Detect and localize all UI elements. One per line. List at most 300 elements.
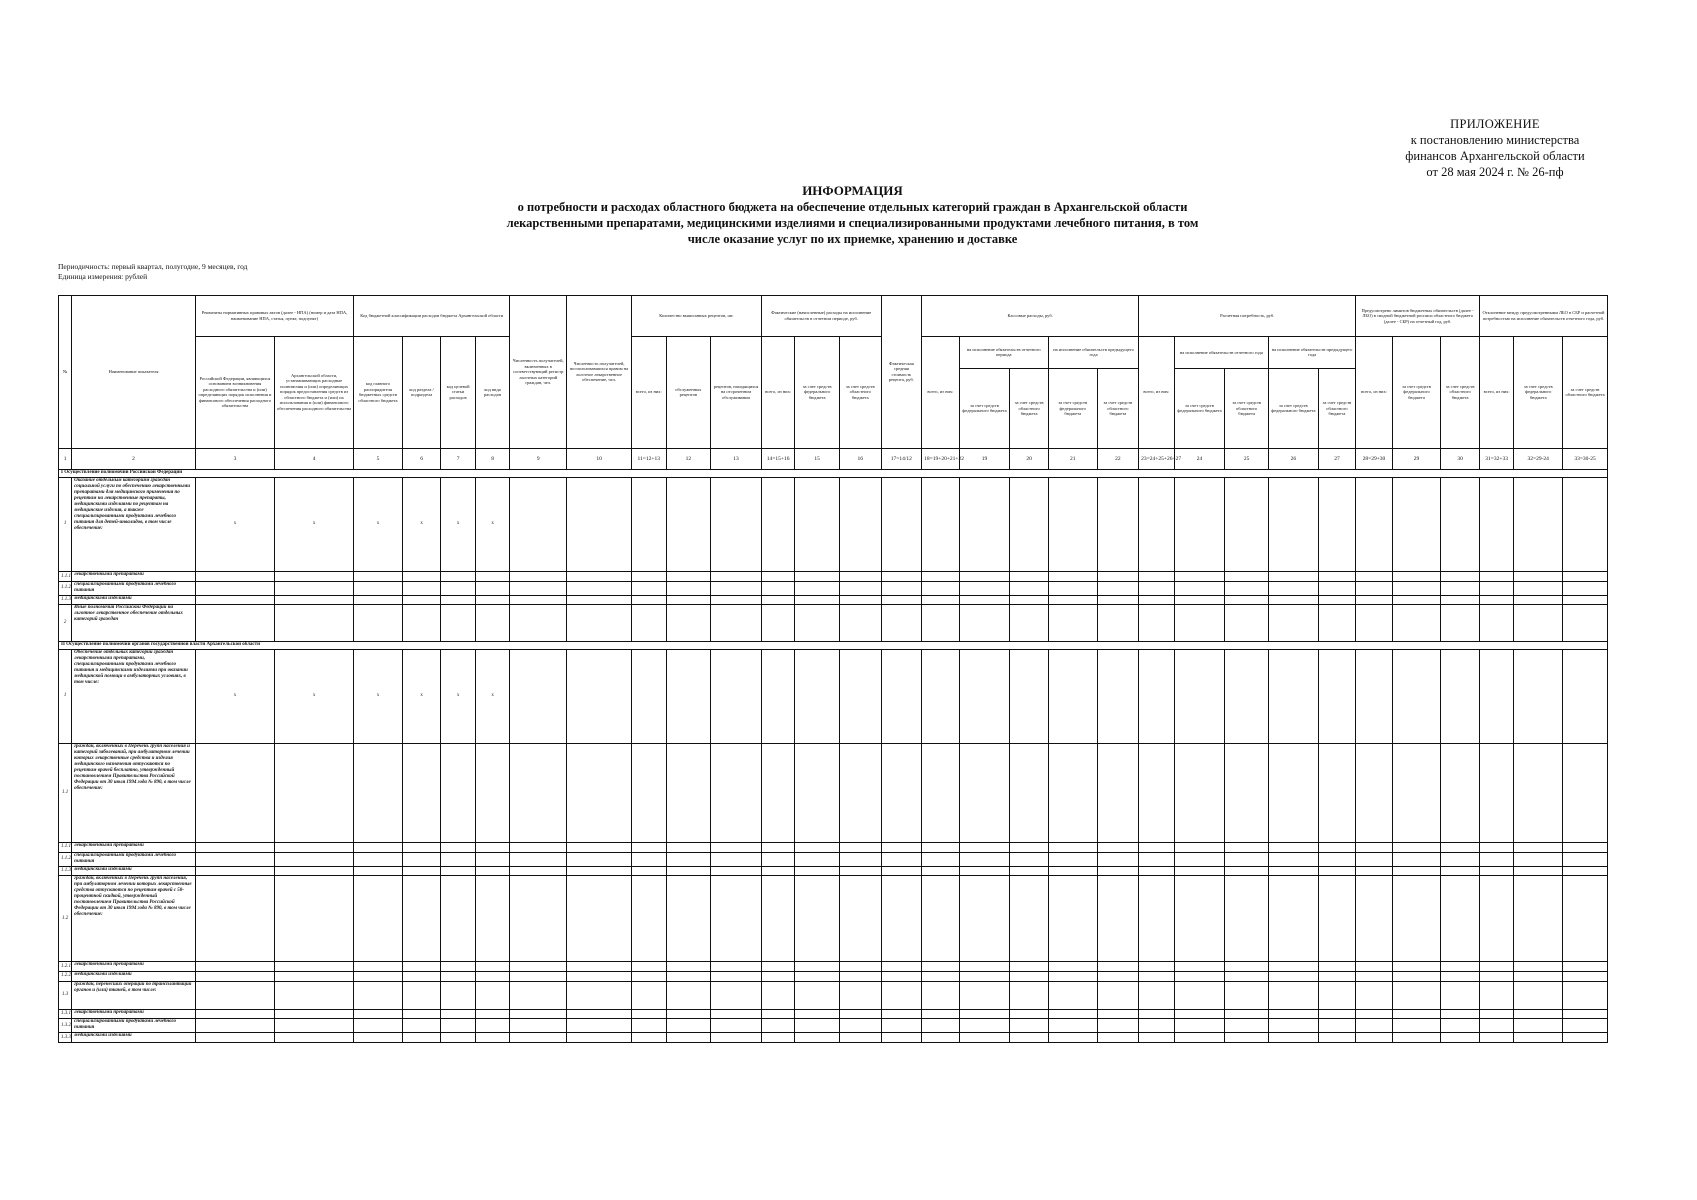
table-cell bbox=[881, 876, 922, 962]
table-cell bbox=[1225, 981, 1269, 1009]
table-cell bbox=[275, 581, 354, 595]
table-cell bbox=[959, 572, 1010, 582]
table-cell bbox=[1392, 572, 1441, 582]
table-cell bbox=[959, 971, 1010, 981]
column-number: 32=29-24 bbox=[1514, 448, 1563, 469]
table-cell bbox=[1174, 572, 1225, 582]
table-cell bbox=[1010, 981, 1049, 1009]
table-cell bbox=[354, 962, 403, 972]
table-cell bbox=[1479, 971, 1513, 981]
table-cell bbox=[666, 866, 711, 876]
table-cell bbox=[922, 1019, 960, 1033]
table-cell bbox=[1356, 842, 1393, 852]
table-cell bbox=[441, 581, 475, 595]
table-cell bbox=[1392, 744, 1441, 843]
column-number: 13 bbox=[711, 448, 762, 469]
table-cell bbox=[510, 842, 567, 852]
header-cash-current: на исполнение обязательств отчетного периода bbox=[959, 336, 1048, 368]
table-cell bbox=[402, 852, 441, 866]
table-cell bbox=[922, 744, 960, 843]
table-cell bbox=[959, 744, 1010, 843]
table-row bbox=[59, 981, 1608, 1009]
row-name: граждан, перенесших операции по трансплантации органов и (или) тканей, в том числе: bbox=[72, 981, 196, 1009]
table-cell bbox=[402, 971, 441, 981]
table-cell bbox=[354, 842, 403, 852]
column-number: 1 bbox=[59, 448, 72, 469]
column-number: 9 bbox=[510, 448, 567, 469]
table-cell bbox=[959, 842, 1010, 852]
column-number: 10 bbox=[567, 448, 632, 469]
table-cell bbox=[922, 572, 960, 582]
table-cell bbox=[839, 1009, 881, 1019]
table-cell bbox=[1356, 852, 1393, 866]
table-cell bbox=[1479, 981, 1513, 1009]
row-name: медицинскими изделиями bbox=[72, 866, 196, 876]
table-cell bbox=[1097, 1019, 1139, 1033]
table-cell bbox=[839, 971, 881, 981]
table-cell bbox=[761, 477, 794, 572]
table-cell bbox=[1318, 842, 1356, 852]
table-cell bbox=[959, 1033, 1010, 1043]
table-cell bbox=[354, 595, 403, 605]
table-row bbox=[59, 876, 1608, 962]
table-cell bbox=[1356, 981, 1393, 1009]
table-cell bbox=[1174, 605, 1225, 642]
table-cell bbox=[1268, 595, 1318, 605]
table-cell bbox=[881, 595, 922, 605]
table-cell bbox=[666, 605, 711, 642]
table-cell bbox=[1010, 971, 1049, 981]
table-cell bbox=[881, 1019, 922, 1033]
table-cell bbox=[922, 1009, 960, 1019]
table-cell bbox=[632, 981, 666, 1009]
table-cell bbox=[567, 852, 632, 866]
table-cell bbox=[275, 572, 354, 582]
x-mark: x bbox=[475, 477, 510, 572]
table-cell bbox=[959, 876, 1010, 962]
table-cell bbox=[475, 866, 510, 876]
table-cell bbox=[795, 962, 840, 972]
row-number: 1.3 bbox=[59, 981, 72, 1009]
table-cell bbox=[354, 605, 403, 642]
table-cell bbox=[632, 1033, 666, 1043]
table-cell bbox=[275, 866, 354, 876]
table-cell bbox=[839, 581, 881, 595]
row-number: 1 bbox=[59, 477, 72, 572]
table-cell bbox=[711, 1019, 762, 1033]
appendix-line: финансов Архангельской области bbox=[1405, 149, 1585, 163]
column-number: 19 bbox=[959, 448, 1010, 469]
table-cell bbox=[1097, 595, 1139, 605]
table-cell bbox=[1318, 1019, 1356, 1033]
table-cell bbox=[795, 1009, 840, 1019]
table-cell bbox=[354, 1033, 403, 1043]
table-cell bbox=[881, 649, 922, 744]
table-cell bbox=[1174, 876, 1225, 962]
row-name: лекарственными препаратами bbox=[72, 572, 196, 582]
table-cell bbox=[1441, 852, 1480, 866]
table-cell bbox=[1174, 842, 1225, 852]
table-cell bbox=[1318, 962, 1356, 972]
table-cell bbox=[1514, 649, 1563, 744]
table-cell bbox=[402, 876, 441, 962]
table-cell bbox=[195, 842, 274, 852]
table-cell bbox=[1268, 744, 1318, 843]
row-name: Иные полномочия Российской Федерации на льготное лекарственное обеспечение отдельных категорий граждан bbox=[72, 605, 196, 642]
table-cell bbox=[567, 605, 632, 642]
table-cell bbox=[1441, 595, 1480, 605]
table-cell bbox=[1514, 981, 1563, 1009]
table-cell bbox=[1174, 1009, 1225, 1019]
row-number: 1.2.2 bbox=[59, 971, 72, 981]
table-cell bbox=[195, 852, 274, 866]
table-cell bbox=[795, 981, 840, 1009]
table-cell bbox=[195, 1033, 274, 1043]
header-actual-total: всего, из них: bbox=[761, 336, 794, 448]
table-cell bbox=[1097, 581, 1139, 595]
column-number: 16 bbox=[839, 448, 881, 469]
table-cell bbox=[839, 605, 881, 642]
table-row bbox=[59, 572, 1608, 582]
table-cell bbox=[567, 572, 632, 582]
table-cell bbox=[1514, 1009, 1563, 1019]
table-cell bbox=[666, 842, 711, 852]
table-cell bbox=[1392, 605, 1441, 642]
column-number: 15 bbox=[795, 448, 840, 469]
table-cell bbox=[1318, 1009, 1356, 1019]
header-count-registry: Численность получателей, включенных в соответствующий регистр льготных категорий граждан, чел. bbox=[510, 296, 567, 449]
table-cell bbox=[195, 581, 274, 595]
table-cell bbox=[475, 876, 510, 962]
table-cell bbox=[632, 962, 666, 972]
header-recipes-total: всего, из них: bbox=[632, 336, 666, 448]
table-cell bbox=[1225, 852, 1269, 866]
table-row bbox=[59, 962, 1608, 972]
header-kbk-type: код вида расходов bbox=[475, 336, 510, 448]
table-cell bbox=[1097, 744, 1139, 843]
table-cell bbox=[441, 1033, 475, 1043]
header-deviation: Отклонение между предусмотренными ЛБО в СБР и расчетной потребностью на исполнение обязательств отчетного года, руб. bbox=[1479, 296, 1607, 337]
table-cell bbox=[475, 595, 510, 605]
table-cell bbox=[1441, 744, 1480, 843]
table-cell bbox=[711, 1009, 762, 1019]
table-cell bbox=[567, 581, 632, 595]
column-number: 18=19+20+21+22 bbox=[922, 448, 960, 469]
table-cell bbox=[922, 581, 960, 595]
table-cell bbox=[1139, 1033, 1175, 1043]
table-cell bbox=[567, 1019, 632, 1033]
table-cell bbox=[1139, 971, 1175, 981]
table-cell bbox=[1139, 962, 1175, 972]
table-cell bbox=[666, 581, 711, 595]
table-cell bbox=[632, 842, 666, 852]
table-cell bbox=[711, 971, 762, 981]
table-cell bbox=[1392, 595, 1441, 605]
table-cell bbox=[632, 744, 666, 843]
table-cell bbox=[1514, 971, 1563, 981]
table-cell bbox=[1514, 852, 1563, 866]
column-number: 6 bbox=[402, 448, 441, 469]
header-recipes-deferred: рецептов, находящихся на отсроченном обслуживании bbox=[711, 336, 762, 448]
column-number: 20 bbox=[1010, 448, 1049, 469]
table-cell bbox=[959, 1019, 1010, 1033]
document-title bbox=[470, 183, 1235, 247]
table-cell bbox=[839, 595, 881, 605]
table-cell bbox=[1479, 1033, 1513, 1043]
table-cell bbox=[922, 1033, 960, 1043]
table-cell bbox=[1563, 649, 1608, 744]
table-cell bbox=[195, 1019, 274, 1033]
table-cell bbox=[1048, 649, 1097, 744]
header-avg-cost: Фактическая средняя стоимость рецепта, руб. bbox=[881, 296, 922, 449]
table-cell bbox=[275, 962, 354, 972]
table-cell bbox=[1225, 842, 1269, 852]
table-cell bbox=[510, 981, 567, 1009]
table-cell bbox=[1268, 1033, 1318, 1043]
table-cell bbox=[1392, 477, 1441, 572]
column-number: 17=14/12 bbox=[881, 448, 922, 469]
table-cell bbox=[1174, 649, 1225, 744]
table-cell bbox=[567, 649, 632, 744]
table-cell bbox=[1048, 876, 1097, 962]
report-meta bbox=[58, 262, 248, 282]
table-cell bbox=[1441, 1009, 1480, 1019]
table-cell bbox=[1097, 1009, 1139, 1019]
table-cell bbox=[1318, 744, 1356, 843]
table-cell bbox=[1356, 866, 1393, 876]
table-cell bbox=[959, 866, 1010, 876]
table-cell bbox=[881, 572, 922, 582]
table-cell bbox=[1392, 971, 1441, 981]
table-cell bbox=[1048, 572, 1097, 582]
table-cell bbox=[881, 971, 922, 981]
column-number: 25 bbox=[1225, 448, 1269, 469]
table-row bbox=[59, 1009, 1608, 1019]
row-number: 1.1.3 bbox=[59, 595, 72, 605]
table-cell bbox=[1225, 1019, 1269, 1033]
table-cell bbox=[1174, 477, 1225, 572]
column-number: 29 bbox=[1392, 448, 1441, 469]
table-cell bbox=[510, 1033, 567, 1043]
table-cell bbox=[632, 477, 666, 572]
table-cell bbox=[1010, 595, 1049, 605]
table-cell bbox=[1048, 477, 1097, 572]
table-cell bbox=[881, 744, 922, 843]
table-cell bbox=[795, 744, 840, 843]
column-number: 2 bbox=[72, 448, 196, 469]
table-cell bbox=[1392, 981, 1441, 1009]
table-cell bbox=[666, 744, 711, 843]
table-cell bbox=[1268, 876, 1318, 962]
table-cell bbox=[1392, 649, 1441, 744]
table-cell bbox=[1563, 842, 1608, 852]
header-planned-reg: за счет средств областного бюджета bbox=[1441, 336, 1480, 448]
header-cash: Кассовые расходы, руб. bbox=[922, 296, 1139, 337]
table-cell bbox=[1139, 866, 1175, 876]
table-cell bbox=[510, 572, 567, 582]
header-calc-current-reg: за счет средств областного бюджета bbox=[1225, 369, 1269, 449]
header-planned-fed: за счет средств федерального бюджета bbox=[1392, 336, 1441, 448]
table-cell bbox=[1392, 1019, 1441, 1033]
table-cell bbox=[1441, 971, 1480, 981]
table-cell bbox=[354, 744, 403, 843]
table-cell bbox=[1139, 842, 1175, 852]
header-calc-current: на исполнение обязательств отчетного года bbox=[1174, 336, 1268, 368]
row-number: 1.3.2 bbox=[59, 1019, 72, 1033]
row-name: специализированными продуктами лечебного питания bbox=[72, 1019, 196, 1033]
table-cell bbox=[761, 866, 794, 876]
table-cell bbox=[1479, 876, 1513, 962]
table-cell bbox=[1010, 581, 1049, 595]
table-cell bbox=[510, 1009, 567, 1019]
table-cell bbox=[1479, 744, 1513, 843]
table-cell bbox=[1225, 1009, 1269, 1019]
table-cell bbox=[195, 876, 274, 962]
table-cell bbox=[632, 876, 666, 962]
table-cell bbox=[632, 595, 666, 605]
table-cell bbox=[959, 649, 1010, 744]
table-cell bbox=[1174, 581, 1225, 595]
header-actual: Фактические (начисленные) расходы на исполнение обязательств в отчетном периоде, руб. bbox=[761, 296, 881, 337]
table-cell bbox=[1318, 595, 1356, 605]
table-cell bbox=[1479, 1009, 1513, 1019]
table-cell bbox=[761, 971, 794, 981]
table-cell bbox=[922, 605, 960, 642]
table-cell bbox=[1514, 1033, 1563, 1043]
row-name: Оказание отдельным категориям граждан социальной услуги по обеспечению лекарственными препаратами для медицинского применения по рецептам на лекарственные препараты, медицинскими изделиями по рецептам на медицинские изделия, а также специализированными продуктами лечебного питания для детей-инвалидов, в том числе обеспечение: bbox=[72, 477, 196, 572]
column-number: 31=32+33 bbox=[1479, 448, 1513, 469]
table-cell bbox=[1479, 962, 1513, 972]
table-cell bbox=[1563, 1009, 1608, 1019]
row-number: 1 bbox=[59, 649, 72, 744]
table-cell bbox=[839, 852, 881, 866]
table-cell bbox=[1356, 595, 1393, 605]
column-number: 8 bbox=[475, 448, 510, 469]
table-cell bbox=[1563, 962, 1608, 972]
table-cell bbox=[1097, 572, 1139, 582]
table-cell bbox=[881, 962, 922, 972]
table-cell bbox=[1356, 572, 1393, 582]
table-cell bbox=[1563, 876, 1608, 962]
table-cell bbox=[1225, 962, 1269, 972]
row-number: 1.1 bbox=[59, 744, 72, 843]
row-name: медицинскими изделиями bbox=[72, 971, 196, 981]
table-cell bbox=[1097, 605, 1139, 642]
table-cell bbox=[275, 1009, 354, 1019]
column-number: 11=12+13 bbox=[632, 448, 666, 469]
table-cell bbox=[1010, 572, 1049, 582]
table-cell bbox=[1139, 477, 1175, 572]
table-cell bbox=[1268, 1019, 1318, 1033]
table-cell bbox=[1479, 581, 1513, 595]
table-cell bbox=[666, 1019, 711, 1033]
table-cell bbox=[1356, 1009, 1393, 1019]
table-cell bbox=[275, 1019, 354, 1033]
table-cell bbox=[881, 1009, 922, 1019]
header-kbk-section: код раздела / подраздела bbox=[402, 336, 441, 448]
table-row bbox=[59, 866, 1608, 876]
table-cell bbox=[761, 1009, 794, 1019]
header-calc-total: всего, из них: bbox=[1139, 336, 1175, 448]
table-cell bbox=[1174, 744, 1225, 843]
table-cell bbox=[795, 1019, 840, 1033]
table-cell bbox=[1356, 1033, 1393, 1043]
table-cell bbox=[1225, 477, 1269, 572]
column-number: 21 bbox=[1048, 448, 1097, 469]
table-cell bbox=[402, 572, 441, 582]
table-cell bbox=[1479, 852, 1513, 866]
table-cell bbox=[354, 1009, 403, 1019]
table-cell bbox=[275, 981, 354, 1009]
table-cell bbox=[1563, 605, 1608, 642]
row-number: 1.1.2 bbox=[59, 852, 72, 866]
table-cell bbox=[567, 866, 632, 876]
header-npa-ao: Архангельской области, устанавливающих расходные полномочия и (или) определяющих порядок предоставления средств из областного бюджета и (или) их использования и (или) финансового обеспечения расходного обязательства bbox=[275, 336, 354, 448]
table-cell bbox=[567, 962, 632, 972]
row-name: медицинскими изделиями bbox=[72, 1033, 196, 1043]
table-cell bbox=[195, 971, 274, 981]
header-count-applied: Численность получателей, воспользовавшихся правом на льготное лекарственное обеспечение, чел. bbox=[567, 296, 632, 449]
table-cell bbox=[1097, 866, 1139, 876]
table-cell bbox=[1318, 581, 1356, 595]
table-cell bbox=[567, 971, 632, 981]
title-main: ИНФОРМАЦИЯ bbox=[802, 183, 903, 198]
table-cell bbox=[402, 595, 441, 605]
table-cell bbox=[881, 477, 922, 572]
row-name: медицинскими изделиями bbox=[72, 595, 196, 605]
table-cell bbox=[1392, 1009, 1441, 1019]
table-cell bbox=[761, 581, 794, 595]
table-cell bbox=[666, 971, 711, 981]
table-cell bbox=[1563, 971, 1608, 981]
table-cell bbox=[475, 842, 510, 852]
table-cell bbox=[959, 962, 1010, 972]
table-cell bbox=[1097, 477, 1139, 572]
table-cell bbox=[1268, 852, 1318, 866]
table-cell bbox=[475, 1019, 510, 1033]
table-cell bbox=[795, 649, 840, 744]
table-cell bbox=[1479, 605, 1513, 642]
table-cell bbox=[510, 477, 567, 572]
table-cell bbox=[275, 971, 354, 981]
table-cell bbox=[1392, 876, 1441, 962]
table-cell bbox=[441, 1019, 475, 1033]
table-cell bbox=[402, 866, 441, 876]
table-cell bbox=[959, 605, 1010, 642]
table-cell bbox=[795, 876, 840, 962]
table-cell bbox=[567, 477, 632, 572]
table-row bbox=[59, 477, 1608, 572]
table-cell bbox=[881, 842, 922, 852]
table-cell bbox=[632, 971, 666, 981]
table-cell bbox=[567, 842, 632, 852]
table-cell bbox=[711, 581, 762, 595]
table-row bbox=[59, 1033, 1608, 1043]
table-cell bbox=[711, 866, 762, 876]
table-cell bbox=[441, 842, 475, 852]
table-cell bbox=[1318, 876, 1356, 962]
table-row bbox=[59, 1019, 1608, 1033]
header-cash-prev-fed: за счет средств федерального бюджета bbox=[1048, 369, 1097, 449]
table-cell bbox=[1514, 744, 1563, 843]
table-cell bbox=[1225, 744, 1269, 843]
table-cell bbox=[711, 962, 762, 972]
header-planned-total: всего, из них: bbox=[1356, 336, 1393, 448]
table-cell bbox=[632, 649, 666, 744]
table-cell bbox=[1139, 981, 1175, 1009]
table-cell bbox=[1097, 981, 1139, 1009]
table-cell bbox=[354, 852, 403, 866]
